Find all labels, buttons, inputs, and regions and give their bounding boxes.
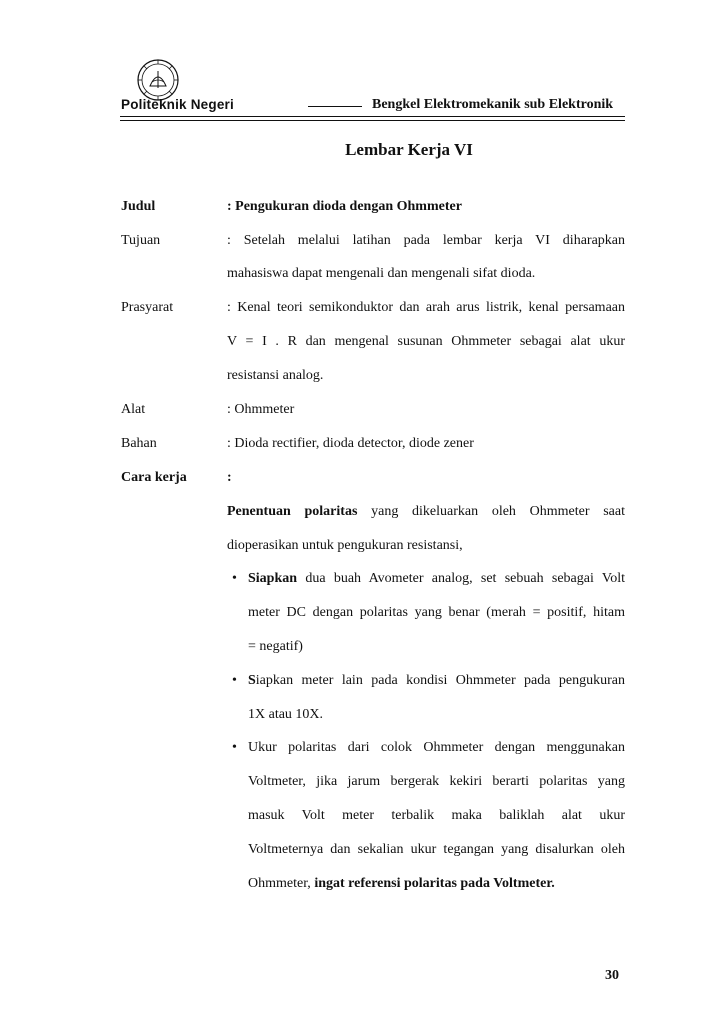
label-cara-kerja: Cara kerja: [121, 470, 187, 485]
institution-logo-icon: [136, 58, 180, 102]
bullet1-line3: = negatif): [248, 639, 303, 654]
label-prasyarat: Prasyarat: [121, 300, 174, 315]
bullet3-line5: [248, 876, 625, 892]
penentuan-rest: yang dikeluarkan oleh Ohmmeter saat: [357, 504, 625, 519]
bullet3-line4: Voltmeternya dan sekalian ukur tegangan yang disalurkan oleh: [248, 842, 625, 857]
label-tujuan: Tujuan: [121, 233, 161, 248]
header-institution: Politeknik Negeri: [121, 97, 234, 112]
label-alat: Alat: [121, 402, 146, 417]
label-judul: Judul: [121, 199, 156, 214]
bullet1-line2: meter DC dengan polaritas yang benar (merah = positif, hitam: [248, 605, 625, 620]
header-workshop: Bengkel Elektromekanik sub Elektronik: [372, 97, 614, 112]
bullet-icon: •: [232, 740, 237, 755]
bullet-icon: •: [232, 673, 237, 688]
header-rule-thin: [120, 120, 625, 121]
value-cara-kerja: :: [227, 470, 232, 485]
bullet3-line3: masuk Volt meter terbalik maka baliklah alat ukur: [248, 808, 625, 823]
bullet3-line2: Voltmeter, jika jarum bergerak kekiri berarti polaritas yang: [248, 774, 625, 789]
value-prasyarat-line2: V = I . R dan mengenal susunan Ohmmeter sebagai alat ukur: [227, 334, 625, 349]
bullet1-rest: dua buah Avometer analog, set sebuah sebagai Volt: [297, 571, 625, 586]
bullet3-line5-bold: ingat referensi polaritas pada Voltmeter.: [314, 876, 555, 891]
value-alat: : Ohmmeter: [227, 402, 295, 417]
penentuan-bold: Penentuan polaritas: [227, 504, 358, 519]
bullet1-bold: Siapkan: [248, 571, 298, 586]
penentuan-line2: dioperasikan untuk pengukuran resistansi,: [227, 538, 463, 553]
bullet1-line1: [248, 571, 625, 587]
value-prasyarat-line3: resistansi analog.: [227, 368, 324, 383]
bullet2-line2: 1X atau 10X.: [248, 707, 324, 722]
penentuan-line1: [227, 504, 625, 520]
bullet2-line1: [248, 673, 625, 689]
label-bahan: Bahan: [121, 436, 157, 451]
value-tujuan-line2: mahasiswa dapat mengenali dan mengenali sifat dioda.: [227, 266, 536, 281]
bullet2-bold: S: [248, 673, 256, 688]
bullet3-line5-plain: Ohmmeter,: [248, 876, 315, 891]
value-bahan: : Dioda rectifier, dioda detector, diode zener: [227, 436, 474, 451]
header-separator: [308, 106, 362, 107]
value-tujuan-line1: : Setelah melalui latihan pada lembar kerja VI diharapkan: [227, 233, 625, 248]
bullet3-line1: Ukur polaritas dari colok Ohmmeter dengan menggunakan: [248, 740, 625, 755]
page-title: Lembar Kerja VI: [345, 140, 473, 159]
value-prasyarat-line1: : Kenal teori semikonduktor dan arah arus listrik, kenal persamaan: [227, 300, 625, 315]
value-judul: : Pengukuran dioda dengan Ohmmeter: [227, 199, 462, 214]
header-rule-thick: [120, 116, 625, 117]
page-number: 30: [605, 968, 619, 983]
bullet2-rest: iapkan meter lain pada kondisi Ohmmeter pada pengukuran: [255, 673, 625, 688]
bullet-icon: •: [232, 571, 237, 586]
